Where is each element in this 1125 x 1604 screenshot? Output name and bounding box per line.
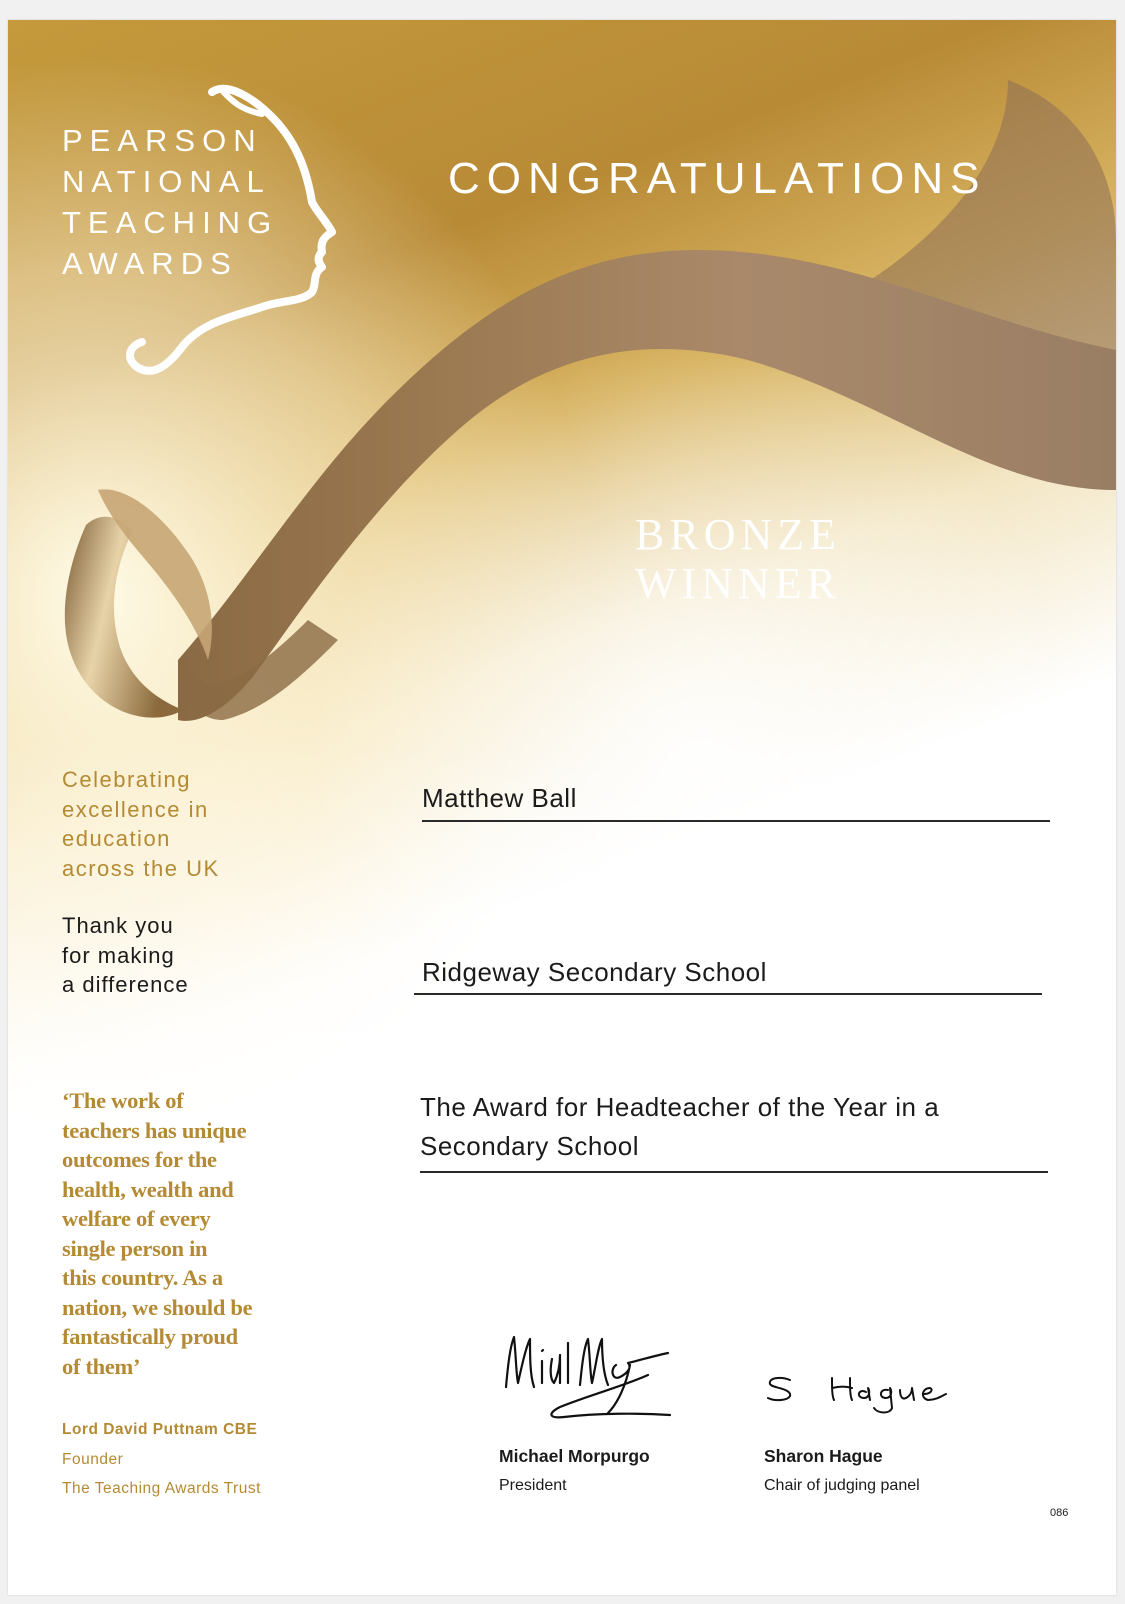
quote-line: nation, we should be — [62, 1294, 253, 1320]
recipient-name-underline — [422, 820, 1050, 822]
certificate-serial-number: 086 — [1050, 1507, 1069, 1519]
quote-line: teachers has unique — [62, 1117, 247, 1143]
signatory-role: Chair of judging panel — [764, 1477, 920, 1494]
congratulations-heading: CONGRATULATIONS — [448, 154, 987, 203]
quote-line: fantastically proud — [62, 1324, 238, 1349]
quote-line: single person in — [62, 1235, 208, 1261]
quote-line: health, wealth and — [62, 1176, 234, 1202]
logo-line: PEARSON — [62, 123, 263, 158]
award-level-line: BRONZE — [635, 510, 841, 559]
signature-sharon-hague — [760, 1368, 950, 1418]
logo-line: AWARDS — [62, 246, 238, 281]
quote-line: this country. As a — [62, 1265, 223, 1290]
tagline-line: Celebrating — [62, 767, 192, 792]
attribution-name: Lord David Puttnam CBE — [62, 1421, 258, 1438]
tagline-line: education — [62, 826, 171, 851]
logo-line: NATIONAL — [62, 164, 271, 199]
organisation-logo-text — [62, 120, 278, 284]
quote-line: outcomes for the — [62, 1147, 217, 1172]
tagline-line: across the UK — [62, 855, 220, 881]
signatory-role: President — [499, 1477, 567, 1494]
thanks-line: a difference — [62, 972, 189, 997]
quote-line: of them’ — [62, 1353, 141, 1379]
tagline-line: excellence in — [62, 796, 209, 822]
award-title-line: Secondary School — [420, 1131, 640, 1161]
award-level-heading — [568, 510, 908, 608]
founder-quote — [62, 1086, 252, 1381]
signatory-name: Michael Morpurgo — [499, 1446, 650, 1466]
award-title-line: The Award for Headteacher of the Year in a — [420, 1092, 940, 1122]
thank-you-message — [62, 911, 189, 1000]
thanks-line: Thank you — [62, 913, 174, 938]
signatory-name: Sharon Hague — [764, 1446, 883, 1466]
quote-line: ‘The work of — [62, 1088, 184, 1113]
recipient-name: Matthew Ball — [422, 783, 577, 813]
attribution-title: Founder — [62, 1450, 124, 1468]
school-name: Ridgeway Secondary School — [422, 957, 767, 987]
quote-line: welfare of every — [62, 1206, 211, 1231]
quote-attribution — [62, 1415, 261, 1504]
signature-michael-morpurgo — [498, 1325, 673, 1420]
award-title-underline — [420, 1171, 1048, 1173]
thanks-line: for making — [62, 942, 175, 968]
attribution-organisation: The Teaching Awards Trust — [62, 1480, 261, 1497]
certificate-page — [8, 20, 1116, 1595]
award-level-line: WINNER — [635, 559, 841, 608]
school-name-underline — [414, 993, 1042, 995]
logo-line: TEACHING — [62, 205, 279, 240]
tagline — [62, 765, 220, 883]
